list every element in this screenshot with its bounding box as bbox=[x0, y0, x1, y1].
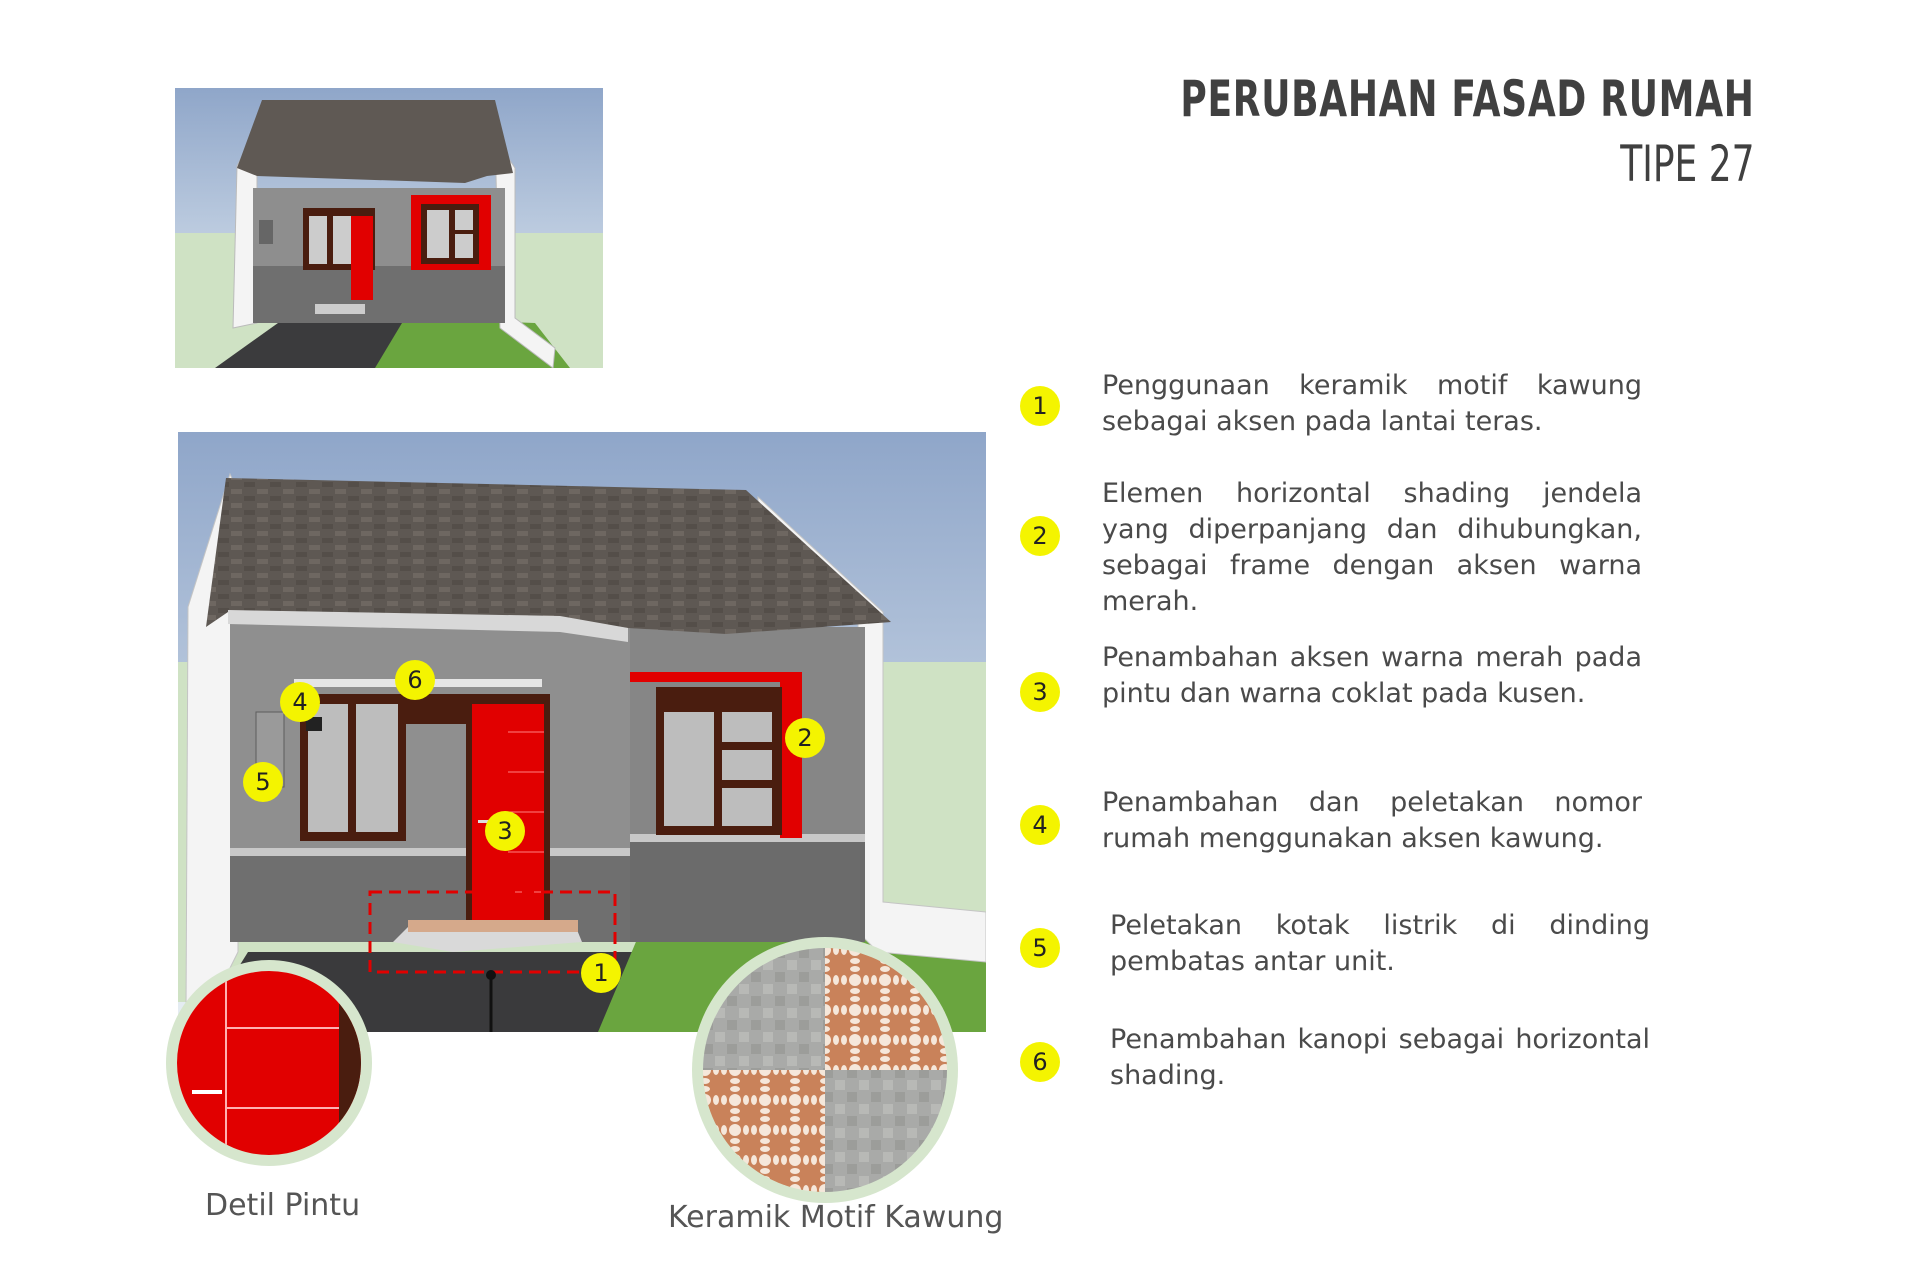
marker-3: 3 bbox=[485, 811, 525, 851]
marker-6: 6 bbox=[395, 660, 435, 700]
page-title: PERUBAHAN FASAD RUMAH bbox=[1180, 70, 1755, 128]
note-1-badge: 1 bbox=[1020, 386, 1060, 426]
note-5-text: Peletakan kotak listrik di dinding pembatas antar unit. bbox=[1110, 910, 1650, 977]
note-4-badge: 4 bbox=[1020, 805, 1060, 845]
note-1 bbox=[1020, 368, 1640, 478]
tile-detail-caption: Keramik Motif Kawung bbox=[668, 1200, 1004, 1235]
page-subtitle: TIPE 27 bbox=[1620, 135, 1755, 193]
note-2-text: Elemen horizontal shading jendela yang diperpanjang dan dihubungkan, sebagai frame dengan aksen warna merah. bbox=[1102, 478, 1642, 617]
note-6-text: Penambahan kanopi sebagai horizontal shading. bbox=[1110, 1024, 1650, 1091]
note-5 bbox=[1020, 908, 1650, 1018]
door-detail-circle bbox=[164, 958, 374, 1168]
note-3-text: Penambahan aksen warna merah pada pintu dan warna coklat pada kusen. bbox=[1102, 642, 1642, 709]
note-1-text: Penggunaan keramik motif kawung sebagai aksen pada lantai teras. bbox=[1102, 370, 1642, 437]
marker-5: 5 bbox=[243, 762, 283, 802]
note-6 bbox=[1020, 1022, 1650, 1132]
marker-1: 1 bbox=[581, 953, 621, 993]
note-2-badge: 2 bbox=[1020, 516, 1060, 556]
marker-4: 4 bbox=[280, 682, 320, 722]
note-4-text: Penambahan dan peletakan nomor rumah menggunakan aksen kawung. bbox=[1102, 787, 1642, 854]
note-3 bbox=[1020, 640, 1640, 750]
note-6-badge: 6 bbox=[1020, 1042, 1060, 1082]
note-2 bbox=[1020, 476, 1640, 626]
kawung-tile-circle bbox=[690, 935, 960, 1205]
note-3-badge: 3 bbox=[1020, 672, 1060, 712]
door-detail-caption: Detil Pintu bbox=[205, 1188, 361, 1223]
marker-2: 2 bbox=[785, 718, 825, 758]
note-5-badge: 5 bbox=[1020, 928, 1060, 968]
before-render bbox=[175, 88, 603, 368]
note-4 bbox=[1020, 785, 1640, 895]
